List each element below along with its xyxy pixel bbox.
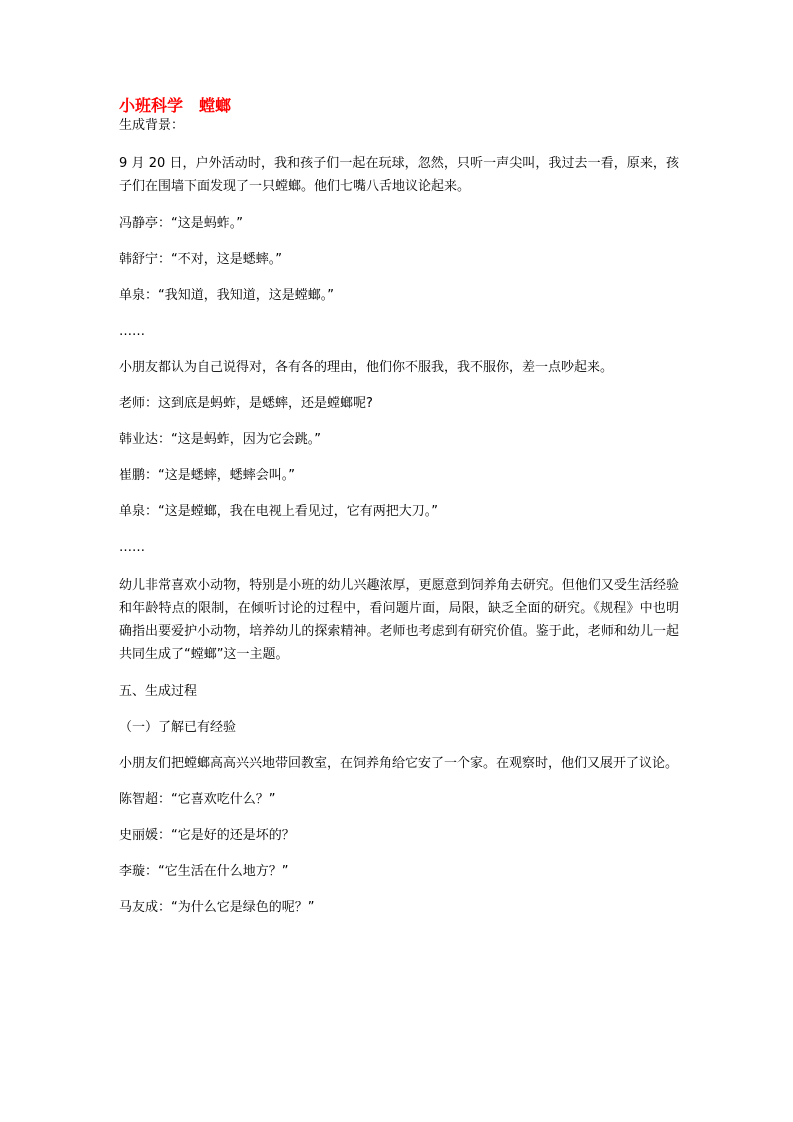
- question-line: 李璇：“它生活在什么地方？”: [119, 864, 289, 879]
- question-line: 史丽媛：“它是好的还是坏的？: [119, 828, 295, 843]
- argue-paragraph: 小朋友都认为自己说得对，各有各的理由，他们你不服我，我不服你，差一点吵起来。: [119, 360, 614, 375]
- subtitle: 生成背景：: [119, 118, 185, 133]
- document-body: [119, 96, 679, 934]
- question-line: 马友成：“为什么它是绿色的呢？”: [119, 900, 315, 915]
- classroom-paragraph: 小朋友们把螳螂高高兴兴地带回教室，在饲养角给它安了一个家。在观察时，他们又展开了议论。: [119, 756, 679, 771]
- dialogue-line: 单泉：“我知道，我知道，这是螳螂。”: [119, 288, 334, 303]
- dialogue-line: 冯静亭：“这是蚂蚱。”: [119, 216, 243, 231]
- intro-paragraph: 9 月 20 日，户外活动时，我和孩子们一起在玩球，忽然，只听一声尖叫，我过去一看，原来，孩子们在围墙下面发现了一只螳螂。他们七嘴八舌地议论起来。: [119, 156, 679, 194]
- dialogue-line: 老师：这到底是蚂蚱，是蟋蟀，还是螳螂呢?: [119, 396, 373, 411]
- dialogue-line: 韩业达：“这是蚂蚱，因为它会跳。”: [119, 432, 321, 447]
- dialogue-line: 崔鹏：“这是蟋蟀，蟋蟀会叫。”: [119, 468, 295, 483]
- analysis-paragraph: 幼儿非常喜欢小动物，特别是小班的幼儿兴趣浓厚，更愿意到饲养角去研究。但他们又受生活经验和年龄特点的限制，在倾听讨论的过程中，看问题片面，局限，缺乏全面的研究。《规程》中也明确指出要爱护小动物，培养幼儿的探索精神。老师也考虑到有研究价值。鉴于此，老师和幼儿一起共同生成了“螳螂”这一主题。: [119, 578, 679, 662]
- subsection-heading: （一）了解已有经验: [119, 720, 237, 735]
- ellipsis-line: ……: [119, 540, 145, 555]
- section-heading: 五、生成过程: [119, 684, 198, 699]
- dialogue-line: 单泉：“这是螳螂，我在电视上看见过，它有两把大刀。”: [119, 504, 438, 519]
- document-title: 小班科学 螳螂: [119, 96, 232, 115]
- ellipsis-line: ……: [119, 324, 145, 339]
- dialogue-line: 韩舒宁：“不对，这是蟋蟀。”: [119, 252, 282, 267]
- question-line: 陈智超：“它喜欢吃什么？”: [119, 792, 276, 807]
